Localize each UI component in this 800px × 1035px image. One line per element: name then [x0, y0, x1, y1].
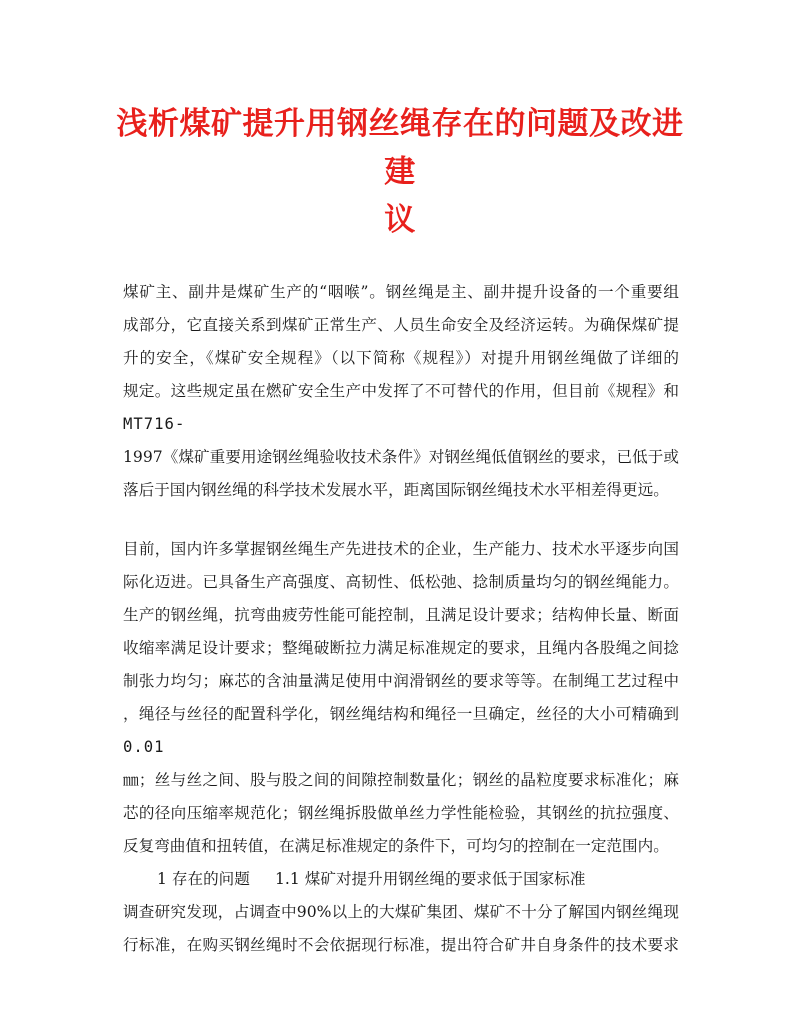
paragraph-line: 反复弯曲值和扭转值，在满足标准规定的条件下，可均匀的控制在一定范围内。 — [123, 837, 669, 855]
paragraph-line: 0.01 — [123, 738, 165, 756]
paragraph-line: 1997《煤矿重要用途钢丝绳验收技术条件》对钢丝绳低值钢丝的要求，已低于或 — [123, 448, 679, 466]
paragraph-3 — [123, 896, 679, 962]
paragraph-gap — [123, 507, 679, 533]
paragraph-2 — [123, 533, 679, 863]
paragraph-line: ，绳径与丝径的配置科学化，钢丝绳结构和绳径一旦确定，丝径的大小可精确到 — [123, 705, 679, 723]
paragraph-line: 目前，国内许多掌握钢丝绳生产先进技术的企业，生产能力、技术水平逐步向国 — [123, 540, 679, 558]
paragraph-line: ㎜；丝与丝之间、股与股之间的间隙控制数量化；钢丝的晶粒度要求标准化；麻 — [123, 771, 679, 789]
paragraph-line: MT716- — [123, 415, 186, 433]
paragraph-line: 升的安全，《煤矿安全规程》（以下简称《规程》）对提升用钢丝绳做了详细的 — [123, 349, 679, 367]
paragraph-line: 成部分，它直接关系到煤矿正常生产、人员生命安全及经济运转。为确保煤矿提 — [123, 316, 679, 334]
paragraph-line: 芯的径向压缩率规范化；钢丝绳拆股做单丝力学性能检验，其钢丝的抗拉强度、 — [123, 804, 679, 822]
paragraph-line: 生产的钢丝绳，抗弯曲疲劳性能可能控制，且满足设计要求；结构伸长量、断面 — [123, 606, 679, 624]
paragraph-line: 煤矿主、副井是煤矿生产的“咽喉”。钢丝绳是主、副井提升设备的一个重要组 — [123, 283, 679, 301]
paragraph-1 — [123, 276, 679, 507]
paragraph-line: 规定。这些规定虽在燃矿安全生产中发挥了不可替代的作用，但目前《规程》和 — [123, 382, 679, 400]
title-line-1: 浅析煤矿提升用钢丝绳存在的问题及改进建 — [116, 106, 684, 190]
subsection-heading-title: 1.1 煤矿对提升用钢丝绳的要求低于国家标准 — [275, 870, 586, 888]
paragraph-line: 际化迈进。已具备生产高强度、高韧性、低松弛、捻制质量均匀的钢丝绳能力。 — [123, 573, 679, 591]
document-title — [110, 100, 690, 244]
title-line-2: 议 — [384, 202, 416, 238]
document-body — [123, 276, 679, 962]
paragraph-line: 制张力均匀；麻芯的含油量满足使用中润滑钢丝的要求等等。在制绳工艺过程中 — [123, 672, 679, 690]
section-heading — [123, 863, 679, 896]
paragraph-line: 调查研究发现，占调查中90%以上的大煤矿集团、煤矿不十分了解国内钢丝绳现 — [123, 903, 679, 921]
paragraph-line: 行标准，在购买钢丝绳时不会依据现行标准，提出符合矿井自身条件的技术要求 — [123, 936, 679, 954]
section-heading-title: 1 存在的问题 — [157, 870, 250, 888]
paragraph-line: 落后于国内钢丝绳的科学技术发展水平，距离国际钢丝绳技术水平相差得更远。 — [123, 481, 669, 499]
paragraph-line: 收缩率满足设计要求；整绳破断拉力满足标准规定的要求，且绳内各股绳之间捻 — [123, 639, 679, 657]
